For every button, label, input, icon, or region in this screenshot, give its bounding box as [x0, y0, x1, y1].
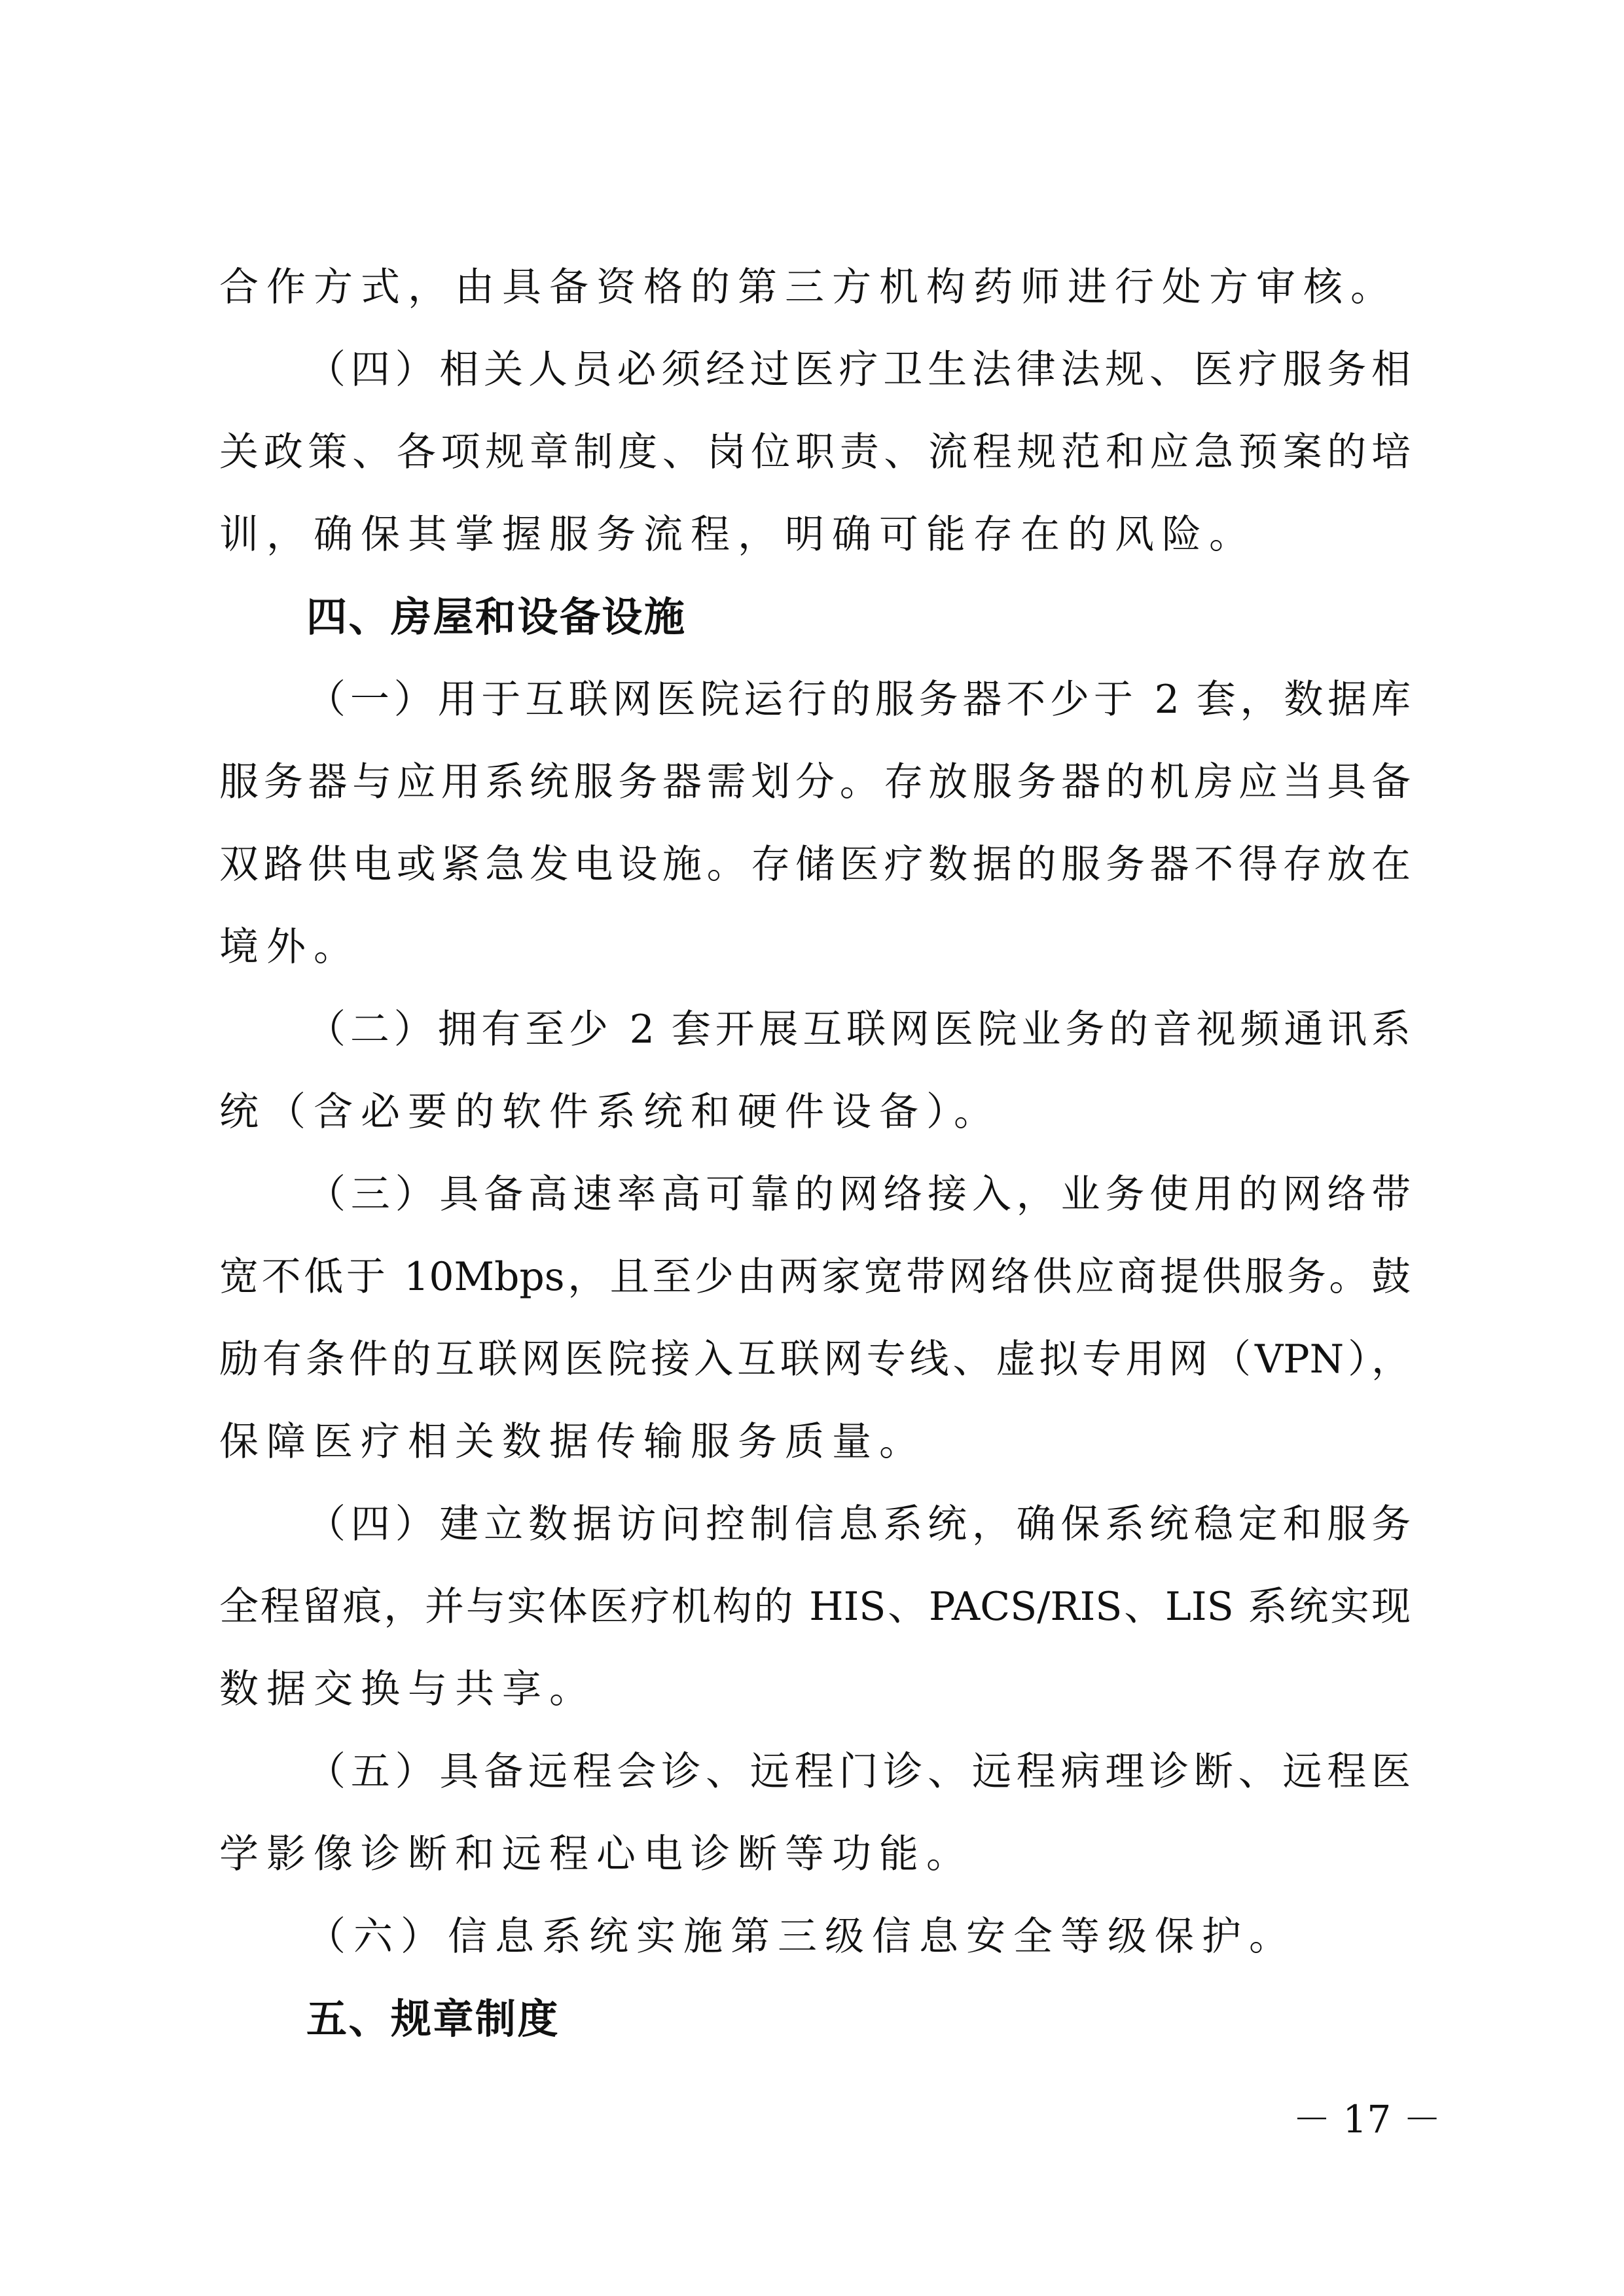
page-number: － 17 － [1293, 2097, 1441, 2142]
text-line-20: （六）信息系统实施第三级信息安全等级保护。 [306, 1914, 1296, 1960]
text-line-7: 双路供电或紧急发电设施。存储医疗数据的服务器不得存放在 [219, 842, 1411, 888]
text-line-3: 关政策、各项规章制度、岗位职责、流程规范和应急预案的培 [219, 429, 1411, 475]
text-line-13: 励有条件的互联网医院接入互联网专线、虚拟专用网（VPN）， [219, 1336, 1411, 1382]
section-heading-regulations: 五、规章制度 [306, 1995, 560, 2043]
text-line-9: （二）拥有至少 2 套开展互联网医院业务的音视频通讯系 [306, 1007, 1411, 1052]
text-line-5: （一）用于互联网医院运行的服务器不少于 2 套，数据库 [306, 677, 1411, 723]
section-heading-facilities: 四、房屋和设备设施 [306, 593, 687, 641]
text-line-1: 合作方式，由具备资格的第三方机构药师进行处方审核。 [219, 264, 1398, 310]
text-line-18: （五）具备远程会诊、远程门诊、远程病理诊断、远程医 [306, 1749, 1411, 1795]
text-line-8: 境外。 [219, 924, 361, 970]
text-line-10: 统（含必要的软件系统和硬件设备）。 [219, 1089, 1001, 1135]
text-line-17: 数据交换与共享。 [219, 1666, 596, 1712]
text-line-19: 学影像诊断和远程心电诊断等功能。 [219, 1831, 973, 1877]
text-line-11: （三）具备高速率高可靠的网络接入，业务使用的网络带 [306, 1172, 1411, 1217]
text-line-16: 全程留痕，并与实体医疗机构的 HIS、PACS/RIS、LIS 系统实现 [219, 1584, 1411, 1630]
text-line-4: 训，确保其掌握服务流程，明确可能存在的风险。 [219, 512, 1256, 558]
text-line-14: 保障医疗相关数据传输服务质量。 [219, 1419, 926, 1465]
text-line-6: 服务器与应用系统服务器需划分。存放服务器的机房应当具备 [219, 759, 1411, 805]
text-line-15: （四）建立数据访问控制信息系统，确保系统稳定和服务 [306, 1501, 1411, 1547]
text-line-12: 宽不低于 10Mbps，且至少由两家宽带网络供应商提供服务。鼓 [219, 1254, 1411, 1300]
text-line-2: （四）相关人员必须经过医疗卫生法律法规、医疗服务相 [306, 347, 1411, 393]
